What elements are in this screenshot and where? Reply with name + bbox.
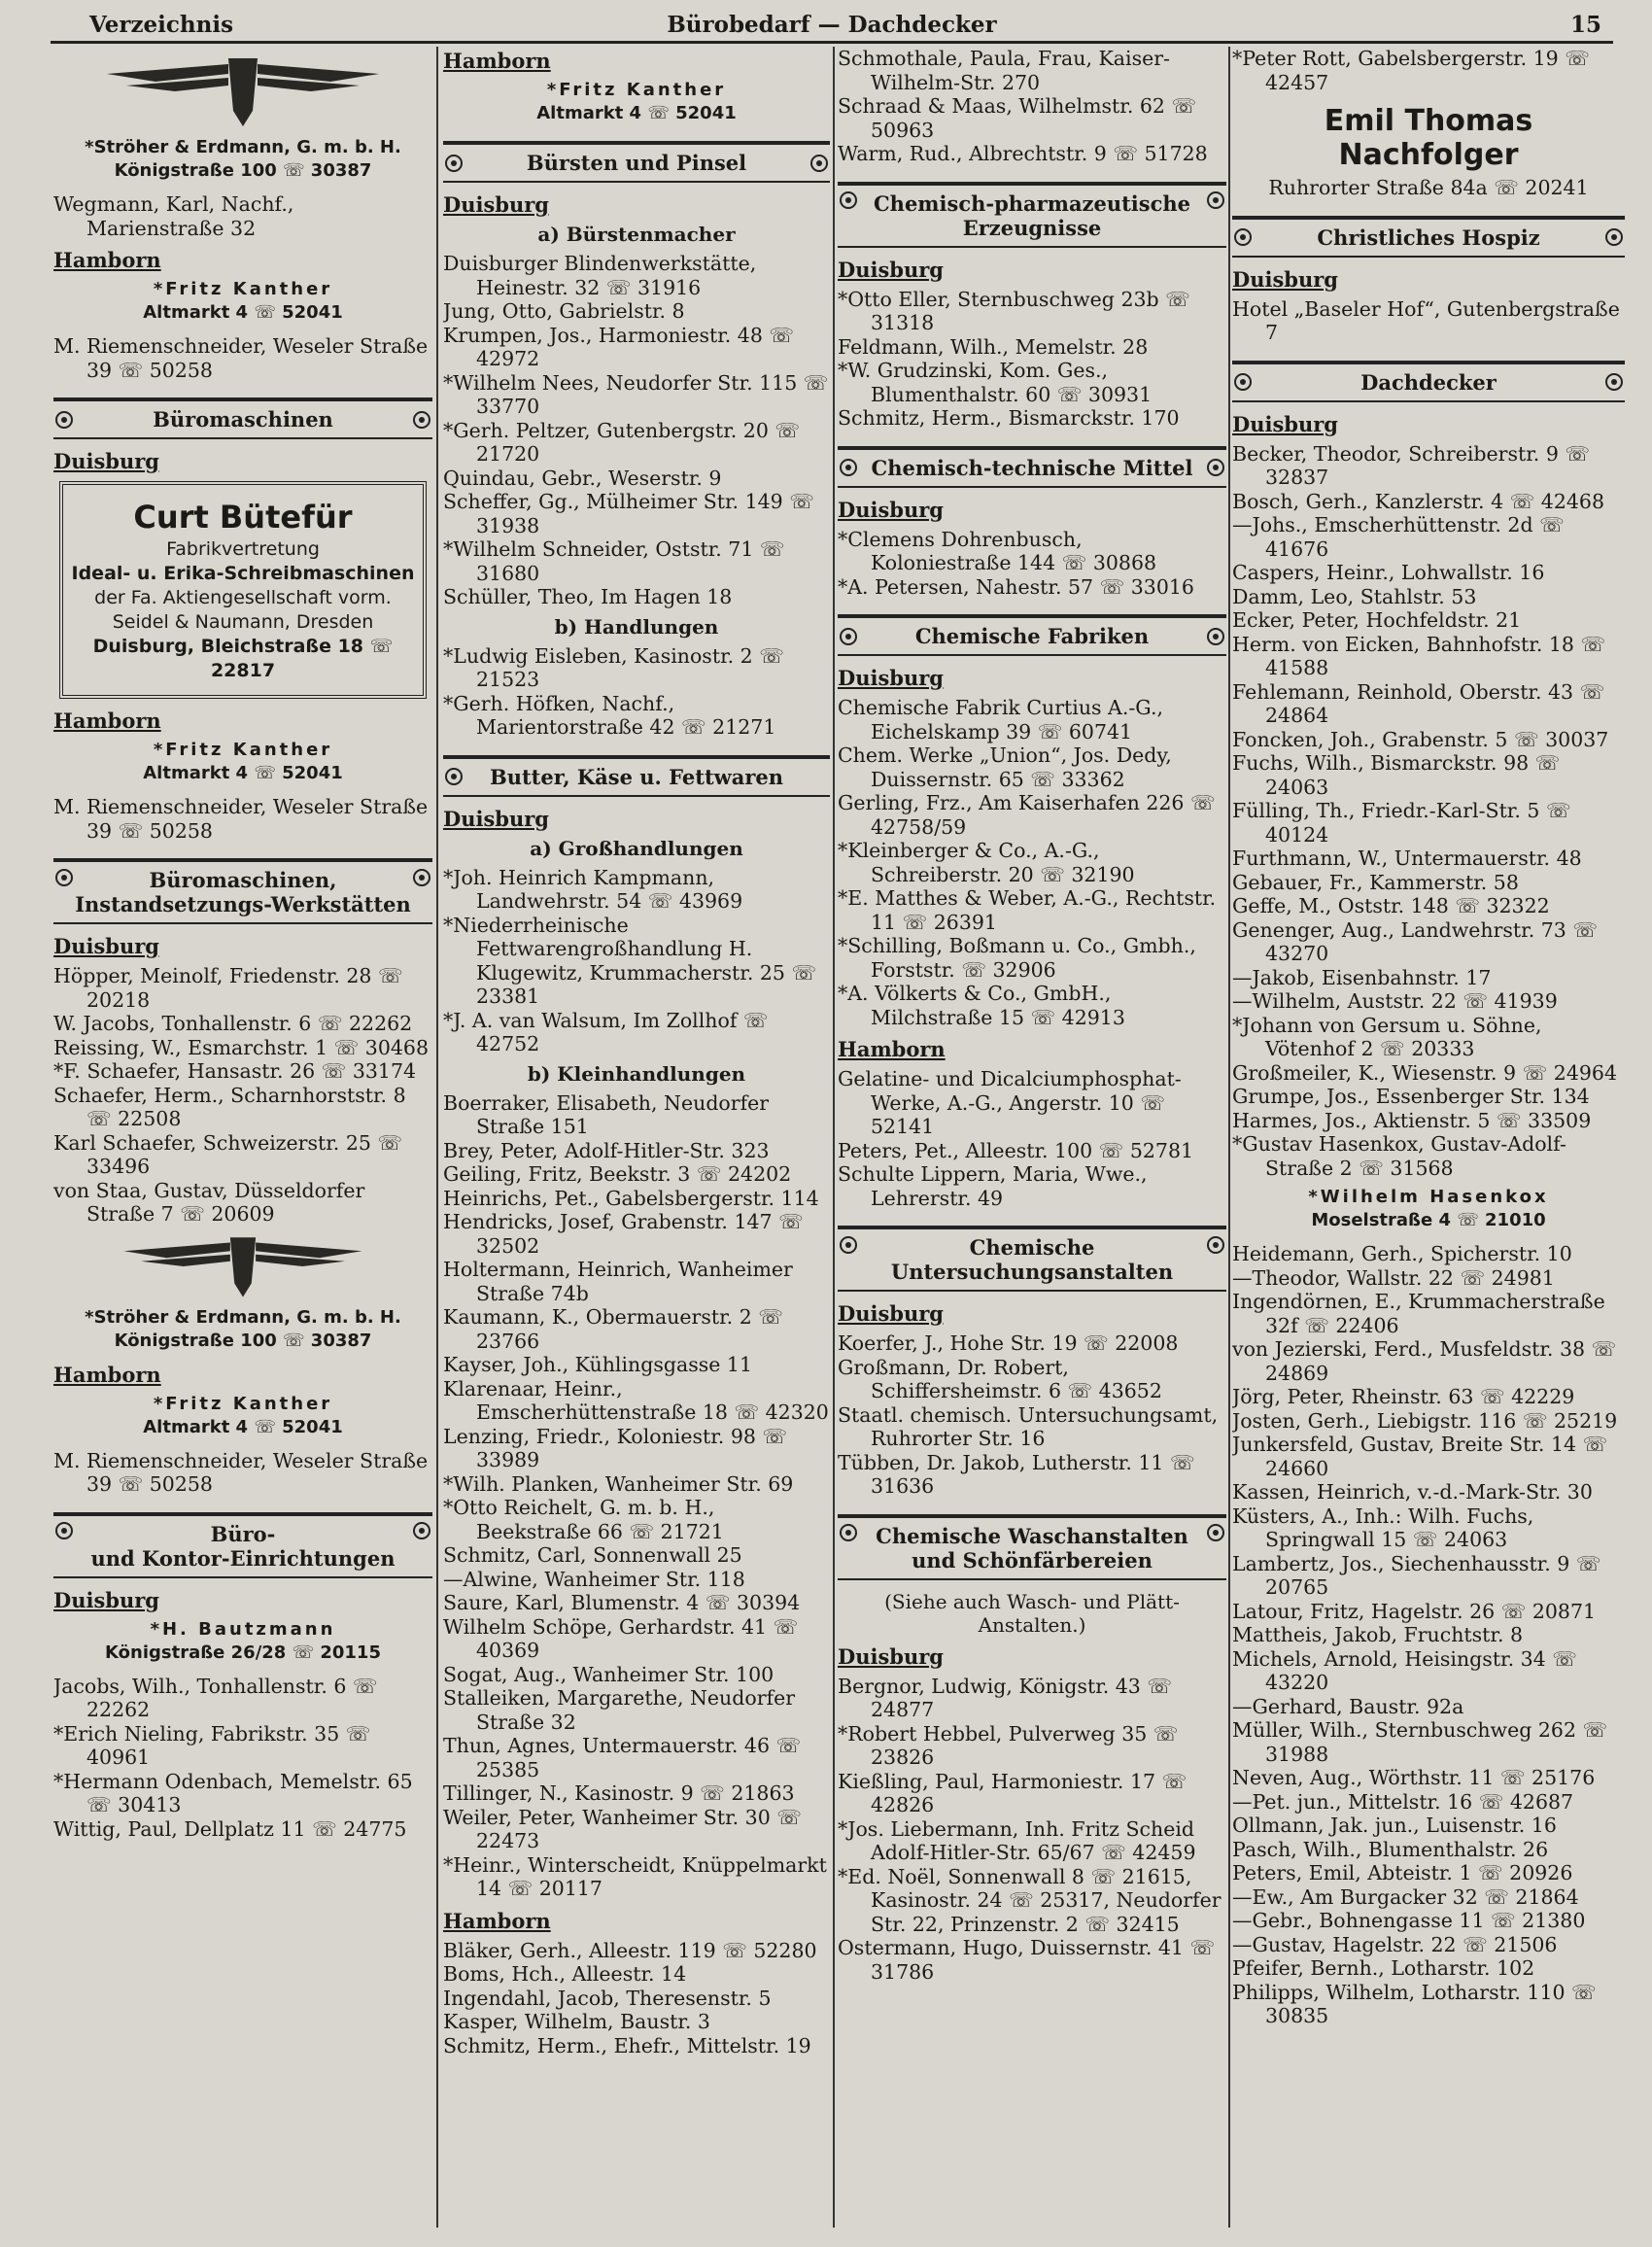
bullet-icon (55, 869, 73, 886)
entry: *Peter Rott, Gabelsbergerstr. 19 ☏ 42457 (1232, 47, 1590, 94)
ad-address: Ruhrorter Straße 84a ☏ 20241 (1268, 176, 1589, 199)
entry: Kießling, Paul, Harmoniestr. 17 ☏ 42826 (838, 1769, 1187, 1816)
entry: Karl Schaefer, Schweizerstr. 25 ☏ 33496 (53, 1130, 403, 1178)
section-heading (53, 858, 432, 924)
entry: Quindau, Gebr., Weserstr. 9 (443, 466, 722, 490)
bullet-icon (445, 768, 463, 785)
entry: W. Jacobs, Tonhallenstr. 6 ☏ 22262 (53, 1012, 413, 1035)
entry: *Clemens Dohrenbusch, Koloniestraße 144 ☏ 30868 (838, 527, 1157, 574)
entry: Staatl. chemisch. Untersuchungsamt, Ruhrorter Str. 16 (838, 1402, 1219, 1450)
entry: *Gerh. Peltzer, Gutenbergstr. 20 ☏ 21720 (443, 418, 801, 466)
entry: Thun, Agnes, Untermauerstr. 46 ☏ 25385 (443, 1734, 802, 1781)
entry: Feldmann, Wilh., Memelstr. 28 (838, 334, 1149, 359)
section-heading (838, 614, 1226, 656)
city-heading: Duisburg (1232, 266, 1338, 292)
ad-line: Ideal- u. Erika-Schreibmaschinen (71, 563, 415, 584)
entry: Brey, Peter, Adolf-Hitler-Str. 323 (443, 1138, 770, 1162)
entry: *Wilh. Planken, Wanheimer Str. 69 (443, 1471, 794, 1496)
entry: —Gustav, Hagelstr. 22 ☏ 21506 (1232, 1932, 1558, 1956)
bullet-icon (55, 1522, 73, 1539)
section-title: und Schönfärbereien (912, 1547, 1153, 1573)
entry: Schulte Lippern, Maria, Wwe., Lehrerstr. 49 (838, 1162, 1148, 1210)
entry: *Niederrheinische Fettwarengroßhandlung H. Klugewitz, Krummacherstr. 25 ☏ 23381 (443, 913, 817, 1008)
bullet-icon (840, 459, 857, 476)
bullet-icon (413, 1522, 430, 1539)
entry: Jörg, Peter, Rheinstr. 63 ☏ 42229 (1232, 1385, 1575, 1408)
entry: Genenger, Aug., Landwehrstr. 73 ☏ 43270 (1232, 917, 1598, 965)
entry: Pfeifer, Bernh., Lotharstr. 102 (1232, 1956, 1535, 1980)
entry: von Staa, Gustav, Düsseldorfer Straße 7 ☏ 20609 (53, 1178, 365, 1226)
entry: Wittig, Paul, Dellplatz 11 ☏ 24775 (53, 1816, 407, 1841)
entry: *J. A. van Walsum, Im Zollhof ☏ 42752 (443, 1008, 769, 1055)
entry: *Ed. Noël, Sonnenwall 8 ☏ 21615, Kasinostr. 24 ☏ 25317, Neudorfer Str. 22, Prinzenstr. 2 ☏ 32415 (838, 1864, 1222, 1936)
section-heading (838, 446, 1226, 488)
ad-name: *Ströher & Erdmann, G. m. b. H. (85, 137, 401, 157)
entry: Chemische Fabrik Curtius A.-G., Eichelskamp 39 ☏ 60741 (838, 696, 1163, 743)
subheading: a) Großhandlungen (530, 836, 743, 860)
entry: Furthmann, W., Untermauerstr. 48 (1232, 847, 1582, 870)
entry: Josten, Gerh., Liebigstr. 116 ☏ 25219 (1232, 1408, 1618, 1433)
entry: Ecker, Peter, Hochfeldstr. 21 (1232, 608, 1522, 632)
entry: Peters, Emil, Abteistr. 1 ☏ 20926 (1232, 1861, 1573, 1884)
section-heading (53, 398, 432, 439)
section-title: Dachdecker (1360, 369, 1497, 395)
entry: Fülling, Th., Friedr.-Karl-Str. 5 ☏ 40124 (1232, 799, 1571, 847)
entry: *E. Matthes & Weber, A.-G., Rechtstr. 11 ☏ 26391 (838, 886, 1217, 934)
entry: Geiling, Fritz, Beekstr. 3 ☏ 24202 (443, 1162, 792, 1186)
ad-kanther (443, 79, 830, 125)
ad-line: Fabrikvertretung (166, 538, 320, 560)
entry: Hendricks, Josef, Grabenstr. 147 ☏ 32502 (443, 1210, 804, 1258)
entry: —Ew., Am Burgacker 32 ☏ 21864 (1232, 1884, 1579, 1909)
entry: —Johs., Emscherhüttenstr. 2d ☏ 41676 (1232, 513, 1565, 561)
ad-line: Seidel & Naumann, Dresden (112, 611, 374, 633)
entry: *Schilling, Boßmann u. Co., Gmbh., Forststr. ☏ 32906 (838, 934, 1196, 982)
section-title: Butter, Käse u. Fettwaren (489, 764, 784, 789)
entry: *W. Grudzinski, Kom. Ges., Blumenthalstr. 60 ☏ 30931 (838, 359, 1153, 406)
bullet-icon (810, 155, 828, 172)
city-heading: Duisburg (443, 806, 549, 831)
city-heading: Duisburg (443, 192, 549, 217)
section-title: Chemische (969, 1235, 1095, 1260)
entry: Lenzing, Friedr., Koloniestr. 98 ☏ 33989 (443, 1424, 788, 1471)
subheading: a) Bürstenmacher (537, 223, 736, 246)
entry: Mattheis, Jakob, Fruchtstr. 8 (1232, 1623, 1524, 1646)
entry: Fuchs, Wilh., Bismarckstr. 98 ☏ 24063 (1232, 751, 1561, 799)
entry: Michels, Arnold, Heisingstr. 34 ☏ 43220 (1232, 1646, 1577, 1694)
bullet-icon (55, 411, 73, 429)
entry: Boerraker, Elisabeth, Neudorfer Straße 151 (443, 1090, 770, 1138)
page-number: 15 (1569, 12, 1601, 38)
entry: *Hermann Odenbach, Memelstr. 65 ☏ 30413 (53, 1769, 413, 1816)
ad-name: *Fritz Kanther (153, 279, 333, 299)
section-heading (1232, 361, 1625, 402)
stroeher-logo-icon (97, 1232, 389, 1300)
city-heading: Duisburg (838, 257, 944, 282)
city-heading: Duisburg (53, 1587, 159, 1612)
ad-hasenkox (1232, 1186, 1625, 1232)
entry: Schüller, Theo, Im Hagen 18 (443, 585, 733, 608)
entry: Becker, Theodor, Schreiberstr. 9 ☏ 32837 (1232, 441, 1591, 489)
section-title: Büromaschinen (153, 407, 333, 432)
entry: *Otto Reichelt, G. m. b. H., Beekstraße 66 ☏ 21721 (443, 1496, 724, 1543)
subheading: b) Kleinhandlungen (527, 1061, 746, 1086)
bullet-icon (1234, 373, 1252, 391)
ad-address: Altmarkt 4 ☏ 52041 (143, 763, 343, 783)
bullet-icon (1605, 228, 1623, 246)
entry: Schaefer, Herm., Scharnhorststr. 8 ☏ 22508 (53, 1083, 406, 1130)
entry: —Alwine, Wanheimer Str. 118 (443, 1567, 745, 1591)
entry: Boms, Hch., Alleestr. 14 (443, 1962, 687, 1986)
entry: *Erich Nieling, Fabrikstr. 35 ☏ 40961 (53, 1721, 371, 1769)
column-divider (436, 47, 438, 2228)
entry: Koerfer, J., Hohe Str. 19 ☏ 22008 (838, 1331, 1179, 1355)
entry: *Ludwig Eisleben, Kasinostr. 2 ☏ 21523 (443, 643, 784, 691)
entry: Großmeiler, K., Wiesenstr. 9 ☏ 24964 (1232, 1060, 1617, 1085)
entry: Gebauer, Fr., Kammerstr. 58 (1232, 870, 1519, 894)
entry: Küsters, A., Inh.: Wilh. Fuchs, Springwall 15 ☏ 24063 (1232, 1504, 1534, 1551)
entry: Duisburger Blindenwerkstätte, Heinestr. 32 ☏ 31916 (443, 252, 757, 299)
page-header (51, 8, 1613, 44)
city-heading: Duisburg (838, 497, 944, 522)
entry: Ostermann, Hugo, Duissernstr. 41 ☏ 31786 (838, 1936, 1216, 1984)
ad-stroeher (53, 136, 432, 183)
entry: *Gustav Hasenkox, Gustav-Adolf-Straße 2 ☏ 31568 (1232, 1132, 1566, 1180)
ad-address: Duisburg, Bleichstraße 18 ☏ 22817 (92, 636, 394, 681)
section-title: Chemische Waschanstalten (876, 1523, 1188, 1548)
entry: Herm. von Eicken, Bahnhofstr. 18 ☏ 41588 (1232, 632, 1606, 679)
entry: Bläker, Gerh., Alleestr. 119 ☏ 52280 (443, 1938, 817, 1962)
entry: —Gebr., Bohnengasse 11 ☏ 21380 (1232, 1909, 1586, 1932)
entry: Kaumann, K., Obermauerstr. 2 ☏ 23766 (443, 1305, 783, 1353)
entry: Heidemann, Gerh., Spicherstr. 10 (1232, 1242, 1572, 1265)
ad-kanther (53, 739, 432, 785)
city-heading: Duisburg (53, 449, 159, 473)
section-title: Instandsetzungs-Werkstätten (75, 892, 411, 916)
ad-address: Altmarkt 4 ☏ 52041 (536, 103, 737, 123)
column-divider (833, 47, 835, 2228)
entry: Schmitz, Carl, Sonnenwall 25 (443, 1543, 742, 1567)
entry: Latour, Fritz, Hagelstr. 26 ☏ 20871 (1232, 1599, 1597, 1623)
entry: Harmes, Jos., Aktienstr. 5 ☏ 33509 (1232, 1108, 1592, 1132)
ad-address: Königstraße 100 ☏ 30387 (114, 160, 372, 181)
entry: Fehlemann, Reinhold, Oberstr. 43 ☏ 24864 (1232, 679, 1605, 727)
bullet-icon (445, 155, 463, 172)
entry: Geffe, M., Oststr. 148 ☏ 32322 (1232, 894, 1550, 917)
section-title: Chemisch-technische Mittel (871, 455, 1193, 480)
column-3 (838, 47, 1226, 2228)
entry: Reissing, W., Esmarchstr. 1 ☏ 30468 (53, 1035, 430, 1059)
entry: Lambertz, Jos., Siechenhausstr. 9 ☏ 20765 (1232, 1551, 1601, 1599)
column-2 (443, 47, 830, 2228)
entry: *Gerh. Höfken, Nachf., Marientorstraße 42 ☏ 21271 (443, 691, 776, 739)
bullet-icon (413, 411, 430, 429)
entry: Damm, Leo, Stahlstr. 53 (1232, 584, 1477, 608)
entry: Stalleiken, Margarethe, Neudorfer Straße 32 (443, 1686, 796, 1734)
entry: Philipps, Wilhelm, Lotharstr. 110 ☏ 30835 (1232, 1980, 1597, 2027)
entry: Klarenaar, Heinr., Emscherhüttenstraße 18 ☏ 42320 (443, 1376, 829, 1424)
entry: Wegmann, Karl, Nachf., Marienstraße 32 (53, 192, 294, 240)
entry: M. Riemenschneider, Weseler Straße 39 ☏ 50258 (53, 334, 429, 382)
entry: Hotel „Baseler Hof“, Gutenbergstraße 7 (1232, 296, 1620, 344)
entry: Kasper, Wilhelm, Baustr. 3 (443, 2010, 710, 2033)
entry: Weiler, Peter, Wanheimer Str. 30 ☏ 22473 (443, 1805, 802, 1852)
city-heading: Duisburg (1232, 411, 1338, 436)
entry: Foncken, Joh., Grabenstr. 5 ☏ 30037 (1232, 727, 1609, 751)
column-divider (1228, 47, 1230, 2228)
section-title: Erzeugnisse (962, 215, 1102, 240)
entry: *Wilhelm Nees, Neudorfer Str. 115 ☏ 33770 (443, 370, 829, 418)
entry: Gerling, Frz., Am Kaiserhafen 226 ☏ 42758/59 (838, 791, 1216, 839)
entry: Höpper, Meinolf, Friedenstr. 28 ☏ 20218 (53, 964, 403, 1012)
section-heading (838, 182, 1226, 248)
bullet-icon (1207, 1236, 1224, 1254)
see-also-note: (Siehe auch Wasch- und Plätt-Anstalten.) (884, 1589, 1180, 1637)
entry: *Robert Hebbel, Pulverweg 35 ☏ 23826 (838, 1721, 1179, 1769)
entry: *Kleinberger & Co., A.-G., Schreiberstr. 20 ☏ 32190 (838, 839, 1135, 886)
entry: M. Riemenschneider, Weseler Straße 39 ☏ 50258 (53, 795, 429, 843)
section-title: Untersuchungsanstalten (890, 1260, 1174, 1284)
ad-kanther (53, 1393, 432, 1439)
city-heading: Hamborn (443, 49, 551, 73)
entry: Schraad & Maas, Wilhelmstr. 62 ☏ 50963 (838, 94, 1197, 142)
entry: Ingendahl, Jacob, Theresenstr. 5 (443, 1986, 772, 2010)
entry: *Joh. Heinrich Kampmann, Landwehrstr. 54 ☏ 43969 (443, 865, 743, 913)
column-4 (1232, 47, 1625, 2228)
entry: Ingendörnen, E., Krummacherstraße 32f ☏ 22406 (1232, 1290, 1605, 1337)
bullet-icon (840, 628, 857, 645)
entry: Schmitz, Herm., Bismarckstr. 170 (838, 406, 1180, 430)
entry: Holtermann, Heinrich, Wanheimer Straße 74b (443, 1258, 793, 1305)
entry: Ollmann, Jak. jun., Luisenstr. 16 (1232, 1814, 1557, 1837)
entry: M. Riemenschneider, Weseler Straße 39 ☏ 50258 (53, 1448, 429, 1496)
entry: Kayser, Joh., Kühlingsgasse 11 (443, 1353, 753, 1376)
entry: *Wilhelm Schneider, Oststr. 71 ☏ 31680 (443, 537, 785, 585)
ad-stroeher (53, 1306, 432, 1353)
entry: Warm, Rud., Albrechtstr. 9 ☏ 51728 (838, 142, 1208, 165)
bullet-icon (840, 191, 857, 209)
section-heading (443, 755, 830, 797)
section-heading (53, 1512, 432, 1578)
ad-buetefuer (59, 481, 427, 699)
entry: —Theodor, Wallstr. 22 ☏ 24981 (1232, 1265, 1555, 1290)
entry: Saure, Karl, Blumenstr. 4 ☏ 30394 (443, 1591, 801, 1614)
entry: Pasch, Wilh., Blumenthalstr. 26 (1232, 1837, 1549, 1861)
section-title: Christliches Hospiz (1317, 225, 1540, 250)
section-title: Büro- (210, 1521, 276, 1546)
entry: Bosch, Gerh., Kanzlerstr. 4 ☏ 42468 (1232, 489, 1604, 513)
city-heading: Hamborn (838, 1037, 946, 1061)
section-heading (838, 1226, 1226, 1292)
entry: Gelatine- und Dicalciumphosphat-Werke, A.-G., Angerstr. 10 ☏ 52141 (838, 1067, 1182, 1138)
ad-name: *Fritz Kanther (153, 740, 333, 760)
ad-address: Moselstraße 4 ☏ 21010 (1311, 1210, 1546, 1230)
column-1 (53, 47, 432, 2228)
entry: *Heinr., Winterscheidt, Knüppelmarkt 14 ☏ 20117 (443, 1852, 827, 1900)
section-title: Chemisch-pharmazeutische (873, 190, 1191, 216)
bullet-icon (1605, 373, 1623, 391)
ad-name: *Fritz Kanther (546, 80, 727, 100)
ad-bautzmann (53, 1618, 432, 1665)
entry: Sogat, Aug., Wanheimer Str. 100 (443, 1662, 774, 1686)
entry: Jung, Otto, Gabrielstr. 8 (443, 299, 685, 323)
entry: von Jezierski, Ferd., Musfeldstr. 38 ☏ 24869 (1232, 1337, 1617, 1385)
bullet-icon (1207, 459, 1224, 476)
header-left: Verzeichnis (89, 12, 234, 38)
entry: *A. Völkerts & Co., GmbH., Milchstraße 15 ☏ 42913 (838, 982, 1125, 1029)
bullet-icon (1234, 228, 1252, 246)
header-center: Bürobedarf — Dachdecker (667, 12, 997, 38)
entry: Tillinger, N., Kasinostr. 9 ☏ 21863 (443, 1781, 795, 1805)
city-heading: Duisburg (53, 934, 159, 958)
entry: Jacobs, Wilh., Tonhallenstr. 6 ☏ 22262 (53, 1674, 378, 1721)
entry: Caspers, Heinr., Lohwallstr. 16 (1232, 561, 1545, 584)
bullet-icon (1207, 191, 1224, 209)
subheading: b) Handlungen (554, 614, 719, 639)
entry: Heinrichs, Pet., Gabelsbergerstr. 114 (443, 1186, 819, 1210)
entry: —Pet. jun., Mittelstr. 16 ☏ 42687 (1232, 1789, 1574, 1814)
entry: Peters, Pet., Alleestr. 100 ☏ 52781 (838, 1138, 1194, 1162)
entry: *F. Schaefer, Hansastr. 26 ☏ 33174 (53, 1059, 417, 1083)
ad-name: *Wilhelm Hasenkox (1308, 1187, 1549, 1207)
entry: —Jakob, Eisenbahnstr. 17 (1232, 965, 1492, 989)
entry: Wilhelm Schöpe, Gerhardstr. 41 ☏ 40369 (443, 1614, 799, 1662)
bullet-icon (840, 1524, 857, 1541)
city-heading: Hamborn (443, 1908, 551, 1933)
entry: *A. Petersen, Nahestr. 57 ☏ 33016 (838, 574, 1194, 599)
city-heading: Duisburg (838, 1643, 944, 1669)
entry: Tübben, Dr. Jakob, Lutherstr. 11 ☏ 31636 (838, 1450, 1195, 1498)
entry: Schmothale, Paula, Frau, Kaiser-Wilhelm-Str. 270 (838, 47, 1170, 94)
entry: Krumpen, Jos., Harmoniestr. 48 ☏ 42972 (443, 323, 795, 370)
section-title: Chemische Fabriken (914, 624, 1150, 648)
ad-address: Königstraße 26/28 ☏ 20115 (105, 1642, 381, 1663)
ad-name: *H. Bautzmann (150, 1618, 336, 1640)
entry: Scheffer, Gg., Mülheimer Str. 149 ☏ 31938 (443, 490, 814, 537)
ad-emil-thomas: Emil Thomas Nachfolger (1324, 104, 1533, 172)
section-title: und Kontor-Einrichtungen (90, 1545, 396, 1571)
entry: Schmitz, Herm., Ehefr., Mittelstr. 19 (443, 2033, 811, 2057)
city-heading: Duisburg (838, 1301, 944, 1326)
section-title: Bürsten und Pinsel (526, 151, 747, 175)
section-heading (443, 141, 830, 183)
ad-name: Curt Bütefür (133, 499, 353, 536)
ad-name: *Fritz Kanther (153, 1393, 333, 1414)
entry: Müller, Wilh., Sternbuschweg 262 ☏ 31988 (1232, 1718, 1608, 1766)
ad-kanther (53, 278, 432, 325)
entry: Junkersfeld, Gustav, Breite Str. 14 ☏ 24660 (1232, 1433, 1608, 1480)
entry: Chem. Werke „Union“, Jos. Dedy, Duissernstr. 65 ☏ 33362 (838, 743, 1172, 791)
section-title: Büromaschinen, (149, 868, 337, 892)
entry: *Jos. Liebermann, Inh. Fritz Scheid Adolf-Hitler-Str. 65/67 ☏ 42459 (838, 1816, 1196, 1864)
ad-address: Altmarkt 4 ☏ 52041 (143, 302, 343, 323)
city-heading: Duisburg (838, 666, 944, 690)
entry: Bergnor, Ludwig, Königstr. 43 ☏ 24877 (838, 1674, 1173, 1721)
section-heading (1232, 216, 1625, 258)
entry: —Wilhelm, Auststr. 22 ☏ 41939 (1232, 989, 1558, 1013)
section-heading (838, 1514, 1226, 1580)
bullet-icon (413, 869, 430, 886)
entry: Grumpe, Jos., Essenberger Str. 134 (1232, 1085, 1590, 1108)
city-heading: Hamborn (53, 1362, 161, 1387)
ad-name: *Ströher & Erdmann, G. m. b. H. (85, 1306, 401, 1328)
bullet-icon (1207, 1524, 1224, 1541)
bullet-icon (1207, 628, 1224, 645)
ad-address: Königstraße 100 ☏ 30387 (114, 1330, 372, 1351)
bullet-icon (840, 1236, 857, 1254)
entry: Großmann, Dr. Robert, Schiffersheimstr. 6 ☏ 43652 (838, 1355, 1162, 1402)
entry: Kassen, Heinrich, v.-d.-Mark-Str. 30 (1232, 1480, 1593, 1504)
entry: —Gerhard, Baustr. 92a (1232, 1694, 1464, 1718)
ad-address: Altmarkt 4 ☏ 52041 (143, 1416, 343, 1437)
city-heading: Hamborn (53, 248, 161, 272)
entry: Neven, Aug., Wörthstr. 11 ☏ 25176 (1232, 1766, 1596, 1789)
entry: *Johann von Gersum u. Söhne, Vötenhof 2 ☏ 20333 (1232, 1013, 1542, 1060)
ad-line: der Fa. Aktiengesellschaft vorm. (94, 587, 392, 608)
stroeher-logo-icon (97, 52, 389, 130)
entry: *Otto Eller, Sternbuschweg 23b ☏ 31318 (838, 287, 1190, 334)
city-heading: Hamborn (53, 709, 161, 733)
